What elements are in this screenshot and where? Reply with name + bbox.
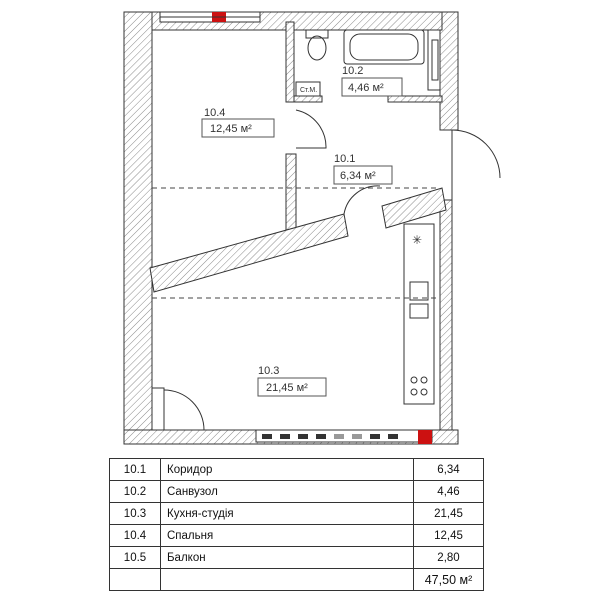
room-10-2-area: 4,46 м² [348,82,384,94]
room-10-3-id: 10.3 [258,365,280,377]
room-number: 10.4 [110,525,161,547]
washer-label: Ст.М. [300,87,318,94]
entrance-wall [382,188,446,228]
table-row [110,525,484,547]
diagonal-wall [150,214,348,292]
room-10-1-id: 10.1 [334,153,356,165]
room-area: 12,45 [414,525,484,547]
room-area: 21,45 [414,503,484,525]
entrance-door [452,130,500,178]
table-row [110,481,484,503]
room-10-3-area: 21,45 м² [266,382,308,394]
kitchen-fan-icon: ✳ [412,233,423,247]
top-window [160,12,260,22]
balcony-opening [152,388,164,430]
table-row [110,547,484,569]
total-row [110,569,484,591]
room-number: 10.5 [110,547,161,569]
bathtub [344,30,424,64]
room-10-2-id: 10.2 [342,65,364,77]
room-area: 6,34 [414,459,484,481]
total-empty-cell [110,569,161,591]
balcony-door [164,390,204,430]
room-name: Балкон [161,547,414,569]
area-table [109,458,484,591]
toilet [306,30,328,60]
bottom-window [256,430,432,444]
room-name: Спальня [161,525,414,547]
room-name: Кухня-студія [161,503,414,525]
total-empty-cell [161,569,414,591]
total-area: 47,50 м² [414,569,484,591]
table-row [110,503,484,525]
room-area: 2,80 [414,547,484,569]
room-10-4-area: 12,45 м² [210,123,252,135]
room-name: Коридор [161,459,414,481]
bedroom-door [296,110,326,148]
room-10-4-id: 10.4 [204,107,226,119]
room-name: Санвузол [161,481,414,503]
bedroom-partition [286,154,296,230]
table-row [110,459,484,481]
room-area: 4,46 [414,481,484,503]
room-10-1-area: 6,34 м² [340,170,376,182]
room-number: 10.1 [110,459,161,481]
room-number: 10.3 [110,503,161,525]
kitchen-counter [404,224,434,404]
sink [428,30,440,90]
studio-door [344,186,380,214]
room-number: 10.2 [110,481,161,503]
